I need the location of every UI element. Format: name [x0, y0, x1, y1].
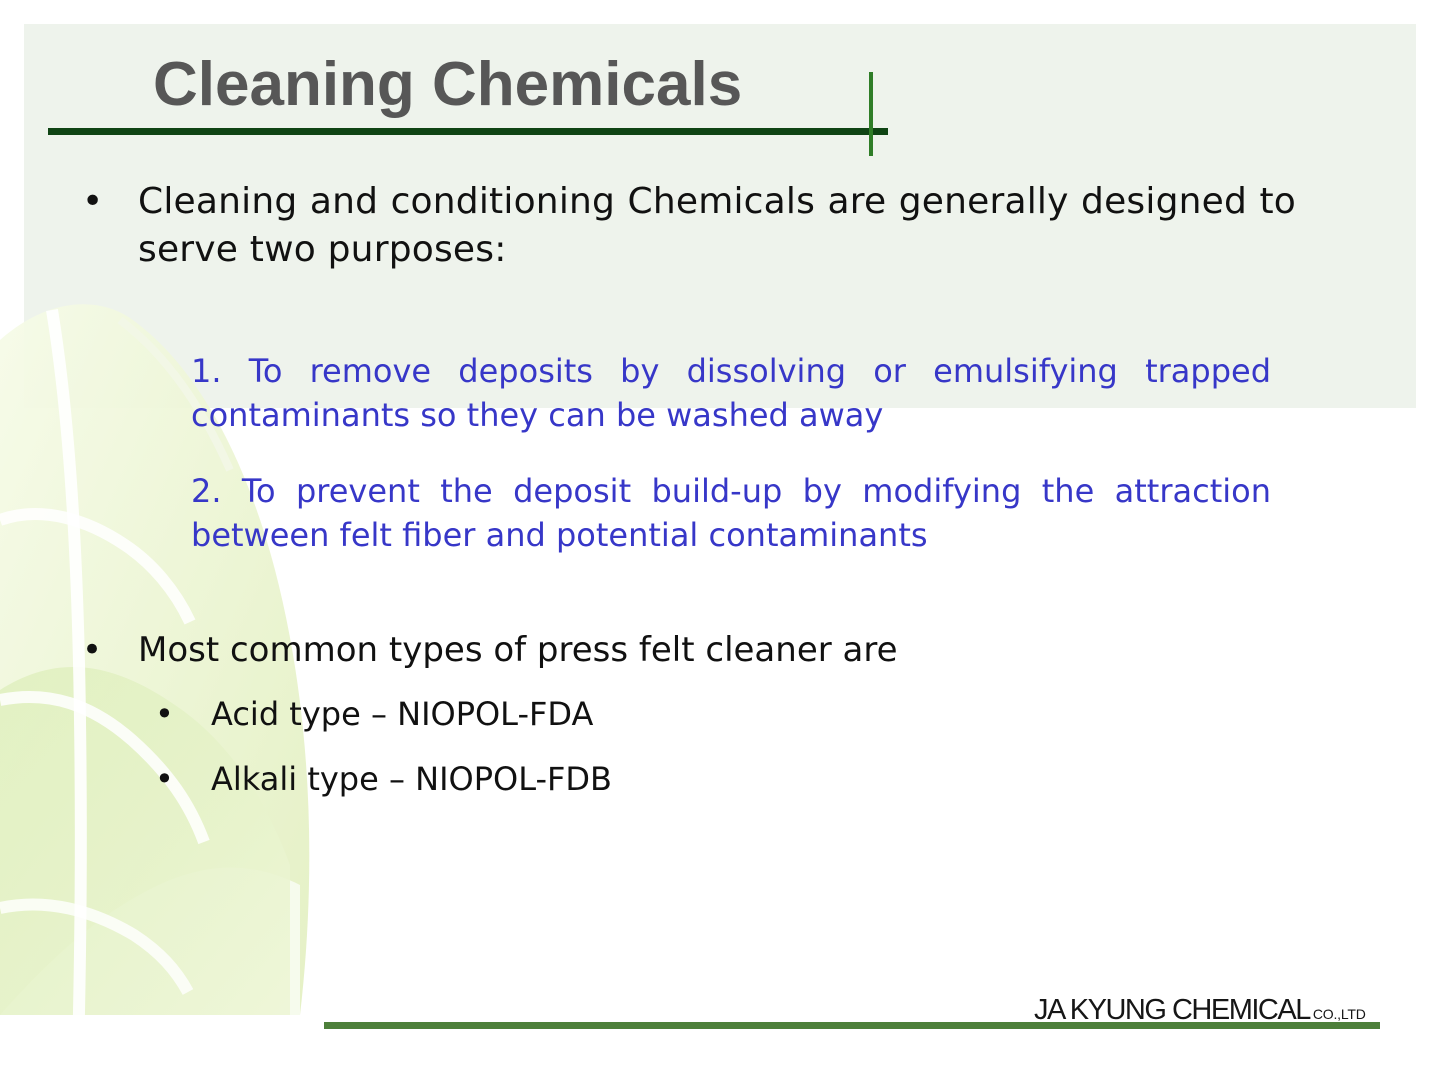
intro-text: Cleaning and conditioning Chemicals are generally designed to serve two purposes: [138, 181, 1296, 270]
sub-bullet-marker: • [155, 760, 174, 798]
purpose-item-remove-deposits: 1. To remove deposits by dissolving or emulsifying trapped contaminants so they can be washed away [191, 352, 1271, 434]
cleaner-type-acid-text: Acid type – NIOPOL-FDA [211, 695, 594, 733]
company-suffix: CO.,LTD [1312, 1006, 1366, 1022]
bullet-marker: • [82, 630, 103, 670]
slide-title: Cleaning Chemicals [153, 50, 743, 119]
company-logo [1034, 993, 1366, 1027]
cleaner-type-alkali-text: Alkali type – NIOPOL-FDB [211, 760, 612, 798]
title-accent-rule [869, 72, 873, 156]
sub-bullet-marker: • [155, 695, 174, 733]
company-name: JA KYUNG CHEMICAL [1034, 994, 1310, 1026]
purpose-item-prevent-buildup: 2. To prevent the deposit build-up by modifying the attraction between felt fiber and potential contaminants [191, 472, 1271, 554]
bullet-marker: • [82, 181, 104, 222]
cleaner-types-text: Most common types of press felt cleaner are [138, 630, 898, 670]
title-underline [48, 128, 888, 135]
